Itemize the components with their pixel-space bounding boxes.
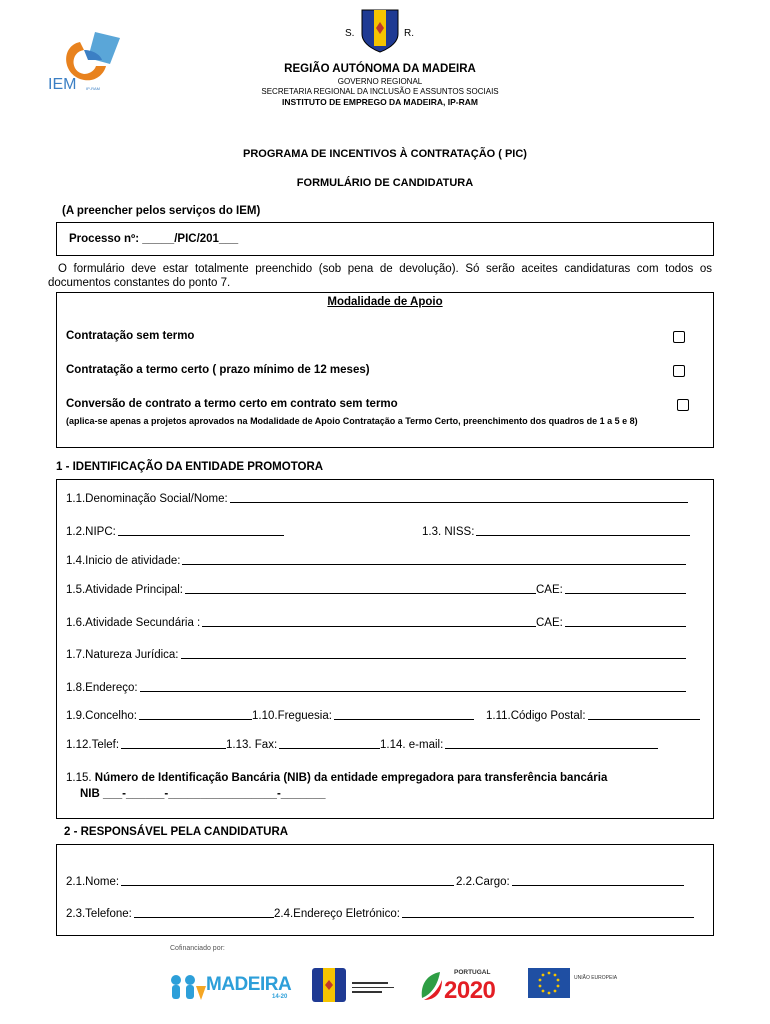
madeira-logo <box>168 968 294 1004</box>
label-telefone: 2.3.Telefone: <box>66 908 132 920</box>
sr-right: R. <box>404 28 414 39</box>
region-name: REGIÃO AUTÓNOMA DA MADEIRA <box>284 63 476 75</box>
checkbox-sem-termo[interactable] <box>673 331 685 343</box>
iem-logo-sub: IP-RAM <box>86 86 100 91</box>
iem-logo-text: IEM <box>48 76 77 93</box>
option-conversao: Conversão de contrato a termo certo em contrato sem termo <box>66 398 398 410</box>
input-nome[interactable] <box>121 884 454 886</box>
input-inicio-atividade[interactable] <box>182 563 686 565</box>
form-title: FORMULÁRIO DE CANDIDATURA <box>296 177 474 189</box>
portugal2020-leaf-icon <box>418 970 444 1002</box>
input-denominacao[interactable] <box>230 501 688 503</box>
input-fax[interactable] <box>279 747 380 749</box>
input-cae-secundaria[interactable] <box>565 625 686 627</box>
label-nib-number: 1.15. <box>66 772 92 784</box>
regional-flag-icon <box>312 968 346 1002</box>
process-number[interactable]: Processo nº: _____/PIC/201___ <box>69 233 239 245</box>
input-atividade-principal[interactable] <box>185 592 536 594</box>
input-codigo-postal[interactable] <box>588 718 700 720</box>
section1-title: 1 - IDENTIFICAÇÃO DA ENTIDADE PROMOTORA <box>56 461 324 473</box>
regional-gov-logo <box>312 968 402 1004</box>
label-codigo-postal: 1.11.Código Postal: <box>486 710 586 722</box>
label-natureza-juridica: 1.7.Natureza Jurídica: <box>66 649 179 661</box>
option-conversao-note: (aplica-se apenas a projetos aprovados na Modalidade de Apoio Contratação a Termo Certo, preenchimento dos quadros de 1 a 5 e 8) <box>66 416 638 426</box>
secretariat-name: SECRETARIA REGIONAL DA INCLUSÃO E ASSUNTOS SOCIAIS <box>261 87 499 96</box>
iem-logo <box>40 28 130 98</box>
label-inicio-atividade: 1.4.Inicio de atividade: <box>66 555 181 567</box>
eu-logo <box>528 968 628 1002</box>
label-denominacao: 1.1.Denominação Social/Nome: <box>66 493 228 505</box>
label-endereco: 1.8.Endereço: <box>66 682 138 694</box>
modalidade-box <box>56 292 714 448</box>
input-endereco-eletronico[interactable] <box>402 916 694 918</box>
cofinanced-label: Cofinanciado por: <box>170 945 225 952</box>
checkbox-termo-certo[interactable] <box>673 365 685 377</box>
portugal-text: PORTUGAL <box>454 969 491 976</box>
input-niss[interactable] <box>476 534 690 536</box>
label-niss: 1.3. NISS: <box>422 526 475 538</box>
p2020-text: 2020 <box>444 977 496 1004</box>
input-cargo[interactable] <box>512 884 684 886</box>
program-title: PROGRAMA DE INCENTIVOS À CONTRATAÇÃO ( PIC) <box>243 148 527 160</box>
input-telefone[interactable] <box>134 916 274 918</box>
label-endereco-eletronico: 2.4.Endereço Eletrónico: <box>274 908 400 920</box>
input-email[interactable] <box>445 747 658 749</box>
madeira-logo-text: MADEIRA <box>206 974 292 995</box>
label-telef: 1.12.Telef: <box>66 739 120 751</box>
label-nib: Número de Identificação Bancária (NIB) da entidade empregadora para transferência bancária <box>94 772 608 784</box>
label-freguesia: 1.10.Freguesia: <box>252 710 332 722</box>
input-freguesia[interactable] <box>334 718 474 720</box>
label-cargo: 2.2.Cargo: <box>456 876 510 888</box>
option-termo-certo: Contratação a termo certo ( prazo mínimo de 12 meses) <box>66 364 370 376</box>
process-box <box>56 222 714 256</box>
portugal2020-logo <box>418 966 514 1006</box>
label-cae-secundaria: CAE: <box>536 617 563 629</box>
coat-of-arms-icon <box>360 8 400 54</box>
input-concelho[interactable] <box>139 718 252 720</box>
label-fax: 1.13. Fax: <box>226 739 278 751</box>
madeira-logo-icon <box>168 970 208 1002</box>
label-nipc: 1.2.NIPC: <box>66 526 116 538</box>
label-concelho: 1.9.Concelho: <box>66 710 137 722</box>
input-endereco[interactable] <box>140 690 686 692</box>
notice-text: O formulário deve estar totalmente preenchido (sob pena de devolução). Só serão aceites candidaturas com todos os documentos constantes do ponto 7. <box>48 263 712 289</box>
modalidade-title: Modalidade de Apoio <box>327 296 443 308</box>
label-atividade-principal: 1.5.Atividade Principal: <box>66 584 183 596</box>
eu-flag-icon <box>528 968 570 998</box>
input-atividade-secundaria[interactable] <box>202 625 536 627</box>
coat-of-arms <box>360 8 400 54</box>
sr-left: S. <box>345 28 355 39</box>
checkbox-conversao[interactable] <box>677 399 689 411</box>
label-cae-principal: CAE: <box>536 584 563 596</box>
section2-box <box>56 844 714 936</box>
input-natureza-juridica[interactable] <box>181 657 686 659</box>
eu-text: UNIÃO EUROPEIA <box>574 975 618 981</box>
government-name: GOVERNO REGIONAL <box>337 77 423 86</box>
label-nome: 2.1.Nome: <box>66 876 120 888</box>
label-email: 1.14. e-mail: <box>380 739 444 751</box>
input-cae-principal[interactable] <box>565 592 686 594</box>
label-atividade-secundaria: 1.6.Atividade Secundária : <box>66 617 201 629</box>
iem-use-label: (A preencher pelos serviços do IEM) <box>62 205 261 217</box>
input-nipc[interactable] <box>118 534 284 536</box>
madeira-logo-sub: 14-20 <box>272 994 288 1000</box>
section2-title: 2 - RESPONSÁVEL PELA CANDIDATURA <box>64 826 289 838</box>
option-contratacao-sem-termo: Contratação sem termo <box>66 330 195 342</box>
input-telef[interactable] <box>121 747 226 749</box>
input-nib[interactable]: NIB ___-______-_________________-_______ <box>80 788 326 800</box>
institute-name: INSTITUTO DE EMPREGO DA MADEIRA, IP-RAM <box>282 97 478 107</box>
